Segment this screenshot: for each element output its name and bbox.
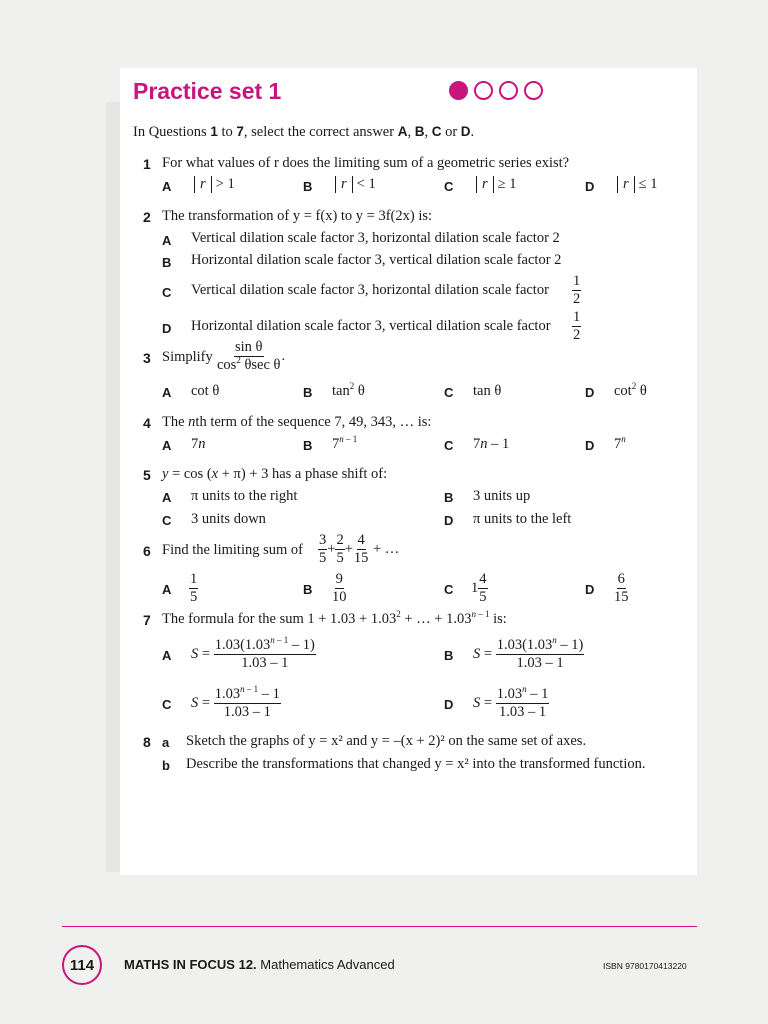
footer-divider xyxy=(62,926,697,927)
option-label: B xyxy=(303,385,313,400)
question-number: 4 xyxy=(143,415,151,431)
option-label: A xyxy=(162,179,172,194)
option-b: r < 1 xyxy=(335,176,376,193)
option-d: π units to the left xyxy=(473,511,572,527)
fraction: $\frac{1}{2}$ xyxy=(573,309,581,344)
option-label: B xyxy=(162,255,172,270)
option-c: Vertical dilation scale factor 3, horizontal dilation scale factor xyxy=(191,282,549,298)
question-number: 7 xyxy=(143,612,151,628)
option-label: D xyxy=(585,582,595,597)
option-c: 7n – 1 xyxy=(473,436,510,452)
fraction: $\frac{1}{2}$ xyxy=(573,273,581,308)
option-label: B xyxy=(303,179,313,194)
question-text: y = cos (x + π) + 3 has a phase shift of: xyxy=(162,466,388,482)
question-text: For what values of r does the limiting sum of a geometric series exist? xyxy=(162,155,570,171)
page-shadow xyxy=(106,102,121,872)
option-a: 7n xyxy=(191,436,206,452)
part-label: a xyxy=(162,735,170,750)
option-d: $\frac{6}{15}$ xyxy=(614,571,629,606)
option-label: A xyxy=(162,648,172,663)
option-label: C xyxy=(162,697,172,712)
question-number: 3 xyxy=(143,350,151,366)
option-d: Horizontal dilation scale factor 3, vertical dilation scale factor xyxy=(191,318,551,334)
option-label: D xyxy=(444,697,454,712)
option-c: 1 $\frac{4}{5}$ xyxy=(471,571,487,606)
option-d: 7$^n$ xyxy=(614,434,626,452)
footer-isbn: ISBN 9780170413220 xyxy=(603,961,687,971)
question-text: Simplify xyxy=(162,349,213,365)
option-label: B xyxy=(303,438,313,453)
footer-book-title: MATHS IN FOCUS 12. Mathematics Advanced xyxy=(124,957,395,972)
option-d: S = $\frac{1.03^n - 1}{1.03 - 1}$ xyxy=(473,684,549,721)
question-number: 8 xyxy=(143,734,151,750)
option-b: 7$^{n - 1}$ xyxy=(332,434,358,452)
progress-dot-filled xyxy=(449,81,468,100)
option-label: A xyxy=(162,438,172,453)
question-text: The transformation of y = f(x) to y = 3f(2x) is: xyxy=(162,208,433,224)
option-a: S = $\frac{1.03(1.03^{n - 1} - 1)}{1.03 - 1}$ xyxy=(191,635,315,672)
option-a: Vertical dilation scale factor 3, horizontal dilation scale factor 2 xyxy=(191,230,560,246)
progress-dot xyxy=(474,81,493,100)
option-b: $\tan^2 \theta$ xyxy=(332,381,365,399)
option-a: π units to the right xyxy=(191,488,298,504)
part-a-text: Sketch the graphs of y = x² and y = –(x + 2)² on the same set of axes. xyxy=(186,733,587,749)
question-text: The formula for the sum $1 + 1.03 + 1.03^2$ + … + $1.03^{n - 1}$ is: xyxy=(162,609,507,627)
question-number: 6 xyxy=(143,543,151,559)
option-label: C xyxy=(444,582,454,597)
option-b: S = $\frac{1.03(1.03^n - 1)}{1.03 - 1}$ xyxy=(473,635,584,672)
option-label: C xyxy=(444,179,454,194)
option-b: 3 units up xyxy=(473,488,531,504)
option-label: C xyxy=(444,385,454,400)
option-label: D xyxy=(162,321,172,336)
option-label: B xyxy=(444,648,454,663)
option-label: A xyxy=(162,385,172,400)
option-a: $\frac{1}{5}$ xyxy=(190,571,198,606)
fraction: $\frac{\text{sin θ}}{\cos^2 \theta\sec \theta}$ . xyxy=(217,339,286,374)
option-label: A xyxy=(162,233,172,248)
option-label: C xyxy=(162,285,172,300)
option-label: C xyxy=(162,513,172,528)
option-d: r ≤ 1 xyxy=(617,176,658,193)
option-b: $\frac{9}{10}$ xyxy=(332,571,347,606)
option-c: 3 units down xyxy=(191,511,266,527)
progress-dot xyxy=(524,81,543,100)
question-text: The nth term of the sequence 7, 49, 343, … is: xyxy=(162,414,432,430)
page-number: 114 xyxy=(62,945,102,985)
option-b: Horizontal dilation scale factor 3, vertical dilation scale factor 2 xyxy=(191,252,562,268)
option-label: C xyxy=(444,438,454,453)
option-c: S = $\frac{1.03^{n - 1} - 1}{1.03 - 1}$ xyxy=(191,684,280,721)
series-expression: $\frac{3}{5}$ + $\frac{2}{5}$ + $\frac{4}{15}$ + … xyxy=(319,532,400,567)
instructions: In Questions 1 to 7, select the correct answer A, B, C or D. xyxy=(133,124,475,140)
option-label: D xyxy=(444,513,454,528)
option-a: r > 1 xyxy=(194,176,235,193)
option-d: $\cot^2 \theta$ xyxy=(614,381,647,399)
question-number: 2 xyxy=(143,209,151,225)
page-title: Practice set 1 xyxy=(133,78,282,104)
part-b-text: Describe the transformations that changed y = x² into the transformed function. xyxy=(186,756,646,772)
option-c: r ≥ 1 xyxy=(476,176,517,193)
progress-dot xyxy=(499,81,518,100)
question-text: Find the limiting sum of xyxy=(162,542,303,558)
question-number: 5 xyxy=(143,467,151,483)
option-c: tan θ xyxy=(473,383,502,399)
option-label: D xyxy=(585,438,595,453)
question-number: 1 xyxy=(143,156,151,172)
option-label: D xyxy=(585,385,595,400)
option-a: cot θ xyxy=(191,383,220,399)
part-label: b xyxy=(162,758,170,773)
option-label: D xyxy=(585,179,595,194)
option-label: A xyxy=(162,582,172,597)
option-label: A xyxy=(162,490,172,505)
option-label: B xyxy=(303,582,313,597)
option-label: B xyxy=(444,490,454,505)
